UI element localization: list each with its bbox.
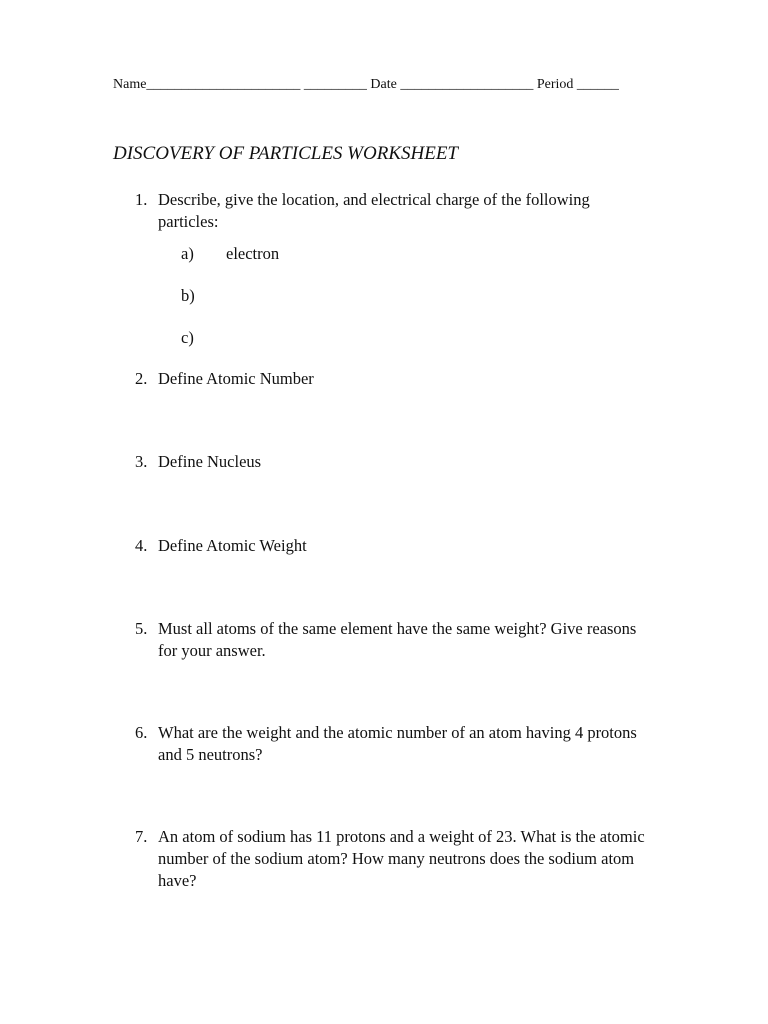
question-1 xyxy=(135,189,645,233)
question-text: What are the weight and the atomic number of an atom having 4 protons and 5 neutrons? xyxy=(158,723,637,764)
subitem-a xyxy=(181,243,280,265)
question-text: Define Atomic Number xyxy=(158,369,314,388)
question-3 xyxy=(135,451,645,473)
question-2 xyxy=(135,368,645,390)
subitem-label: b) xyxy=(181,286,195,305)
question-6 xyxy=(135,722,645,766)
question-number: 6. xyxy=(135,723,148,742)
question-5 xyxy=(135,618,645,662)
question-text: Define Nucleus xyxy=(158,452,262,471)
subitem-label: a) xyxy=(181,244,194,263)
question-text: An atom of sodium has 11 protons and a weight of 23. What is the atomic number of the sodium atom? How many neutrons does the sodium atom have? xyxy=(158,827,645,890)
subitem-c xyxy=(181,327,194,349)
question-number: 4. xyxy=(135,536,148,555)
question-number: 7. xyxy=(135,827,148,846)
question-number: 2. xyxy=(135,369,148,388)
question-number: 3. xyxy=(135,452,148,471)
student-info-line: Name______________________ _________ Date ___________________ Period ______ xyxy=(113,77,619,92)
question-text: Describe, give the location, and electrical charge of the following particles: xyxy=(158,190,590,231)
question-4 xyxy=(135,535,645,557)
question-7 xyxy=(135,826,645,892)
subitem-b xyxy=(181,285,195,307)
question-text: Define Atomic Weight xyxy=(158,536,307,555)
question-text: Must all atoms of the same element have the same weight? Give reasons for your answer. xyxy=(158,619,637,660)
subitem-label: c) xyxy=(181,328,194,347)
subitem-text: electron xyxy=(226,244,280,263)
question-number: 5. xyxy=(135,619,148,638)
worksheet-title: DISCOVERY OF PARTICLES WORKSHEET xyxy=(113,143,458,164)
question-number: 1. xyxy=(135,190,148,209)
